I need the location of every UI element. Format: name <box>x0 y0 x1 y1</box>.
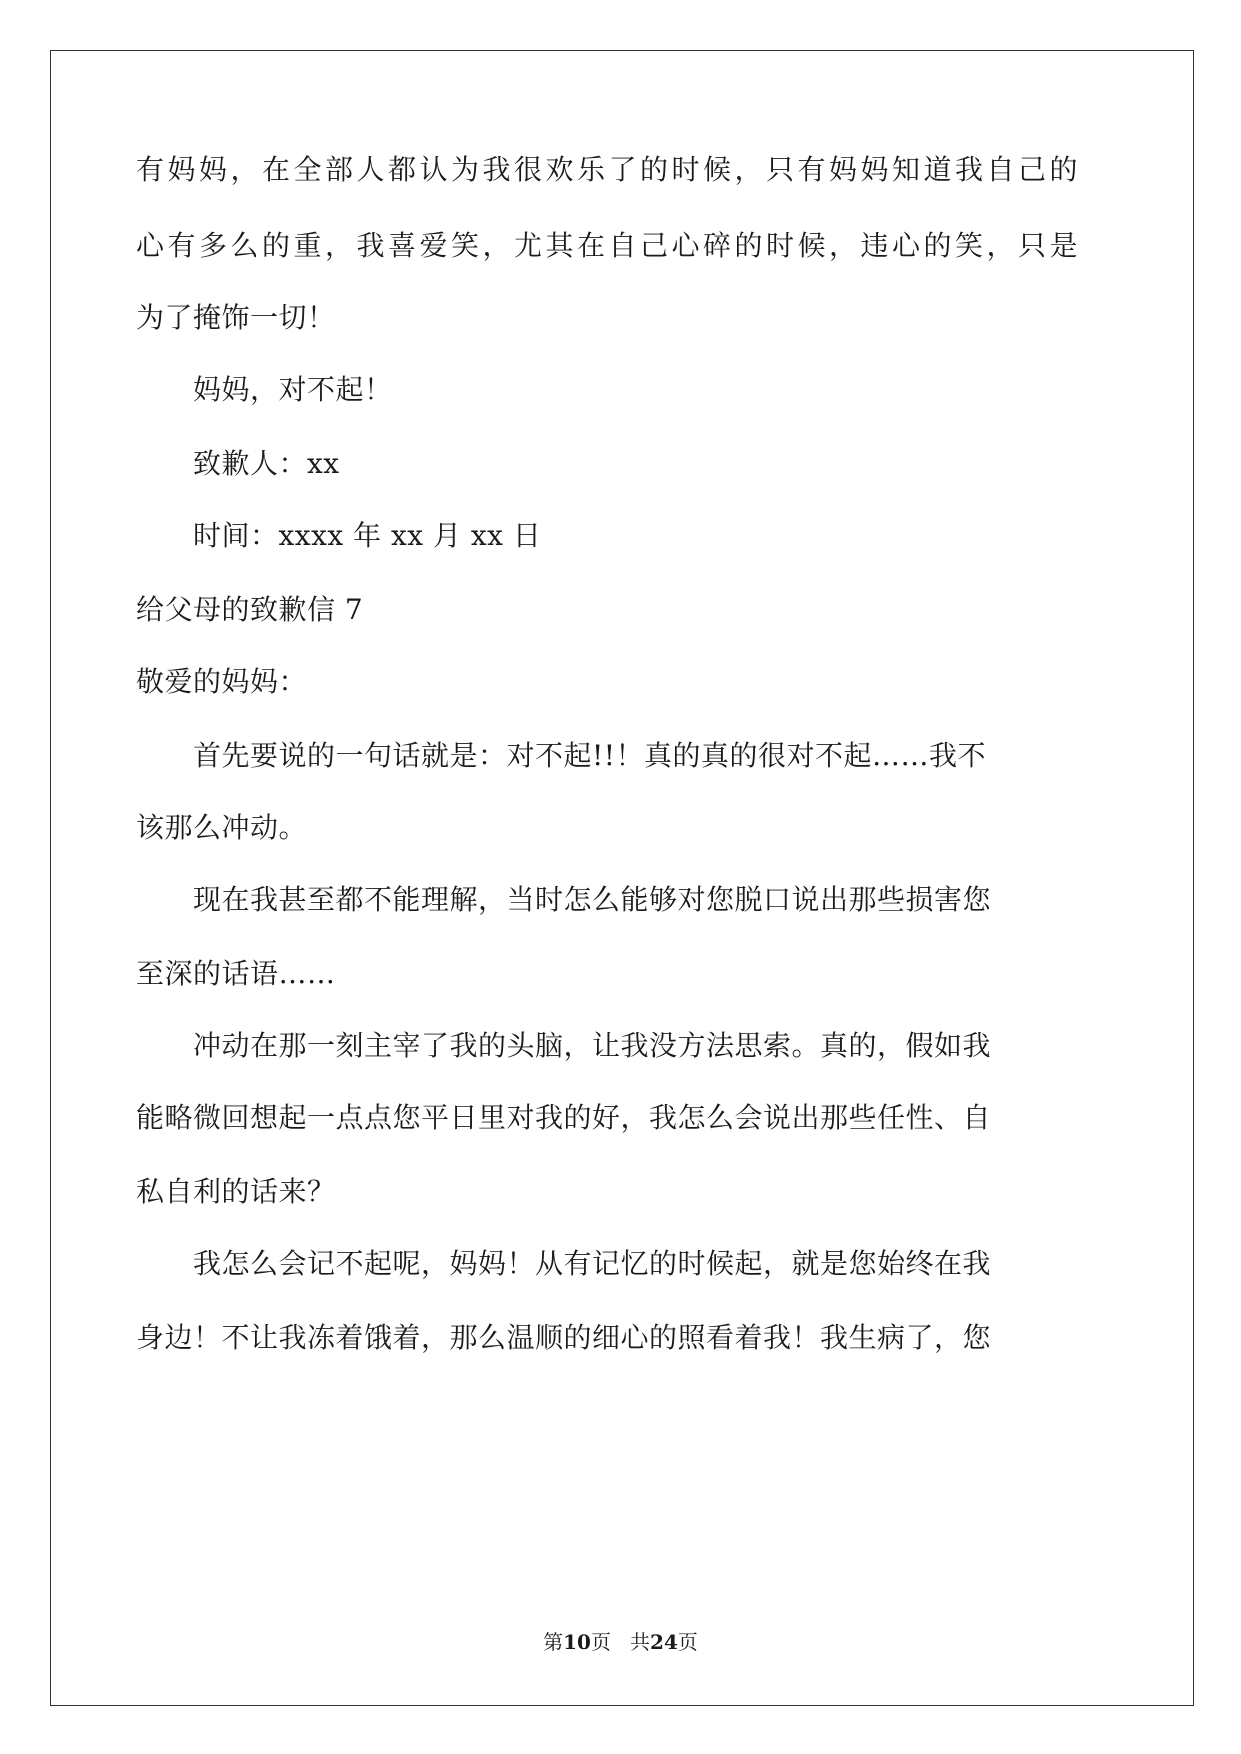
footer-total-prefix: 共 <box>630 1630 651 1654</box>
text-line: 有妈妈，在全部人都认为我很欢乐了的时候，只有妈妈知道我自己的 <box>136 153 1078 186</box>
text-line: 时间：xxxx 年 xx 月 xx 日 <box>193 519 542 552</box>
footer-page-suffix: 页 <box>590 1630 611 1654</box>
text-line: 为了掩饰一切！ <box>136 301 336 334</box>
page-footer <box>0 1628 1241 1656</box>
text-line: 首先要说的一句话就是：对不起!!！真的真的很对不起……我不 <box>193 739 987 772</box>
text-line: 身边！不让我冻着饿着，那么温顺的细心的照看着我！我生病了，您 <box>136 1321 992 1354</box>
text-line: 能略微回想起一点点您平日里对我的好，我怎么会说出那些任性、自 <box>136 1101 992 1134</box>
text-line: 至深的话语…… <box>136 957 336 990</box>
text-line: 该那么冲动。 <box>136 811 308 844</box>
text-line: 现在我甚至都不能理解，当时怎么能够对您脱口说出那些损害您 <box>193 883 992 916</box>
total-pages: 24 <box>650 1630 678 1654</box>
text-line: 冲动在那一刻主宰了我的头脑，让我没方法思索。真的，假如我 <box>193 1029 992 1062</box>
text-line: 妈妈，对不起！ <box>193 373 393 406</box>
section-heading: 给父母的致歉信 7 <box>136 593 364 626</box>
text-line: 致歉人：xx <box>193 447 340 480</box>
text-line: 心有多么的重，我喜爱笑，尤其在自己心碎的时候，违心的笑，只是 <box>136 229 1078 262</box>
text-line: 私自利的话来？ <box>136 1175 336 1208</box>
text-line: 我怎么会记不起呢，妈妈！从有记忆的时候起，就是您始终在我 <box>193 1247 992 1280</box>
footer-total-suffix: 页 <box>677 1630 698 1654</box>
footer-prefix: 第 <box>543 1630 564 1654</box>
page-number: 10 <box>563 1630 591 1654</box>
salutation: 敬爱的妈妈： <box>136 665 308 698</box>
